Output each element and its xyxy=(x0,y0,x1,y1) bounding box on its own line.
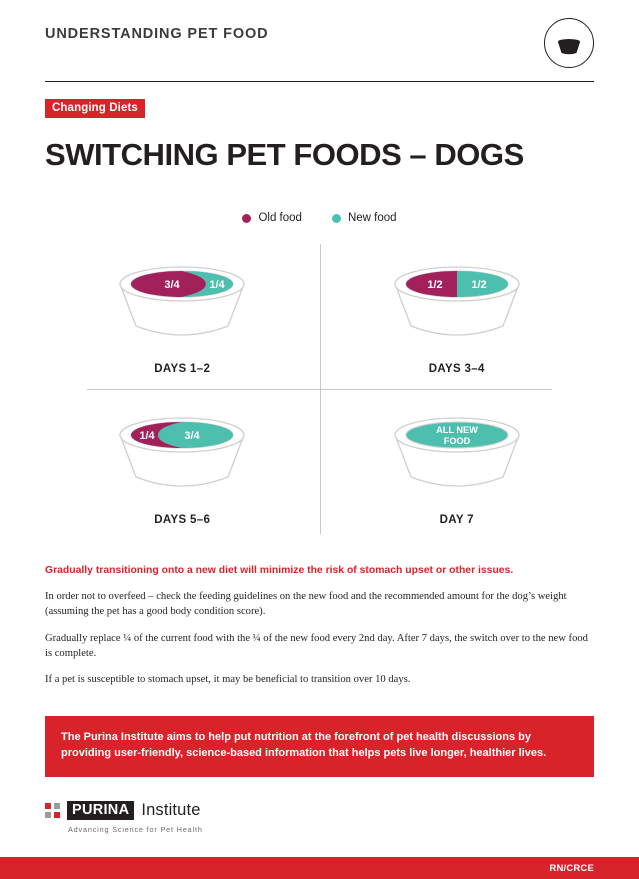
header-divider xyxy=(45,81,594,82)
legend-dot-icon xyxy=(332,214,341,223)
bowl-label: DAY 7 xyxy=(439,514,474,526)
body-paragraph-3: If a pet is susceptible to stomach upset, it may be beneficial to transition over 10 days. xyxy=(45,674,411,686)
bowl-cell-days-3-4 xyxy=(320,238,595,389)
pet-food-bowl-icon xyxy=(554,28,584,58)
bowl-cell-days-1-2 xyxy=(45,238,320,389)
svg-text:3/4: 3/4 xyxy=(164,279,180,291)
footer-code: RN/CRCE xyxy=(549,862,594,874)
bowl-illustration xyxy=(377,254,537,354)
bowl-diagram-grid xyxy=(45,238,594,540)
legend-item-old-food xyxy=(242,212,301,224)
svg-text:1/2: 1/2 xyxy=(471,279,487,291)
bowl-illustration xyxy=(102,405,262,505)
page-header xyxy=(45,0,594,68)
footer-bar xyxy=(0,857,639,879)
logo-tagline: Advancing Science for Pet Health xyxy=(68,825,203,835)
body-paragraph-1: In order not to overfeed – check the feeding guidelines on the new food and the recommended amount for the dog’s weight (assuming the pet has a good body condition score). xyxy=(45,591,567,617)
header-badge xyxy=(544,18,594,68)
svg-text:3/4: 3/4 xyxy=(184,430,200,442)
category-tag: Changing Diets xyxy=(45,99,145,118)
bowl-illustration xyxy=(102,254,262,354)
lead-paragraph: Gradually transitioning onto a new diet will minimize the risk of stomach upset or other issues. xyxy=(45,565,514,576)
svg-text:1/4: 1/4 xyxy=(209,279,225,291)
svg-text:1/2: 1/2 xyxy=(427,279,443,291)
logo-row xyxy=(45,801,201,820)
bowl-cell-day-7 xyxy=(320,389,595,540)
bowl-cell-days-5-6 xyxy=(45,389,320,540)
bowl-label: DAYS 5–6 xyxy=(154,514,211,526)
footer-logo xyxy=(45,801,594,834)
legend-item-new-food xyxy=(332,212,397,224)
bowl-illustration xyxy=(377,405,537,505)
header-title: UNDERSTANDING PET FOOD xyxy=(45,26,269,42)
bowl-label: DAYS 3–4 xyxy=(428,363,485,375)
page-title: SWITCHING PET FOODS – DOGS xyxy=(45,137,524,172)
svg-text:1/4: 1/4 xyxy=(139,430,155,442)
mission-callout: The Purina Institute aims to help put nutrition at the forefront of pet health discussions by providing user-friendly, science-based information that helps pets live longer, healthier lives. xyxy=(45,716,594,777)
legend-dot-icon xyxy=(242,214,251,223)
legend xyxy=(45,212,594,224)
svg-text:FOOD: FOOD xyxy=(443,436,471,446)
svg-text:ALL NEW: ALL NEW xyxy=(435,425,478,435)
logo-institute-wordmark: Institute xyxy=(141,801,201,820)
grid-horizontal-divider xyxy=(87,389,552,390)
legend-label: New food xyxy=(347,212,397,224)
bowl-label: DAYS 1–2 xyxy=(154,363,211,375)
logo-purina-wordmark: PURINA xyxy=(67,801,134,820)
legend-label: Old food xyxy=(258,212,302,224)
purina-checkerboard-icon xyxy=(45,803,60,818)
body-paragraph-2: Gradually replace ¼ of the current food with the ¼ of the new food every 2nd day. After 7 days, the switch over to the new food is complete. xyxy=(45,632,588,659)
